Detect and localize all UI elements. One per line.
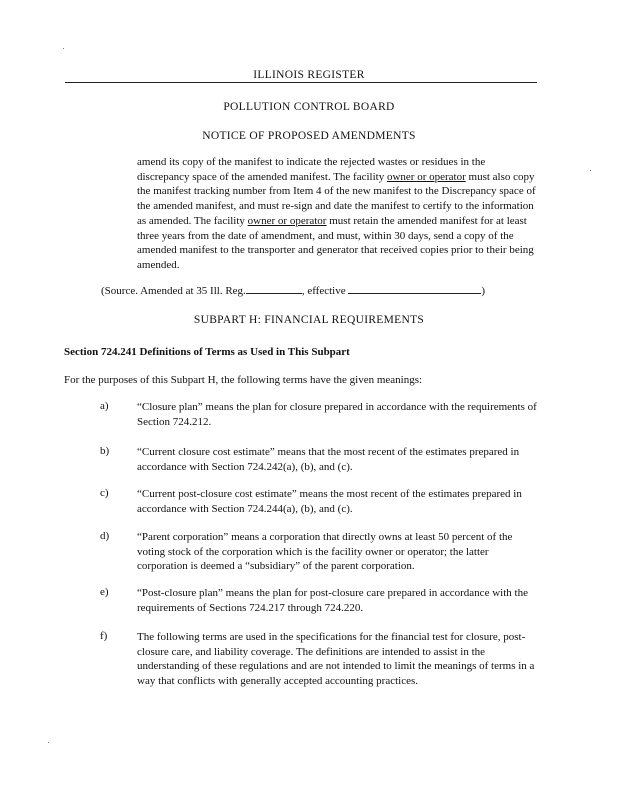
intro-text-1: amend its copy of the manifest to indicate the rejected wastes or residues in the discrepancy space of the amended manifest. The facility: [137, 156, 486, 183]
item-label: a): [100, 400, 109, 412]
scan-speck: [63, 48, 64, 49]
item-label: f): [100, 630, 108, 642]
definition-item: “Post-closure plan” means the plan for post-closure care prepared in accordance with the requirements of Sections 724.217 through 724.220.: [137, 587, 528, 614]
source-close: ): [481, 285, 486, 297]
header-rule: [65, 82, 537, 83]
definition-item: “Parent corporation” means a corporation that directly owns at least 50 percent of the voting stock of the corporation which is the facility owner or operator; the latter corporation is deemed a “subsidiary” of the parent corporation.: [137, 531, 513, 572]
item-label: d): [100, 530, 110, 542]
source-note: [101, 285, 485, 297]
item-label: b): [100, 445, 110, 457]
item-label: c): [100, 487, 109, 499]
effective-date-blank: [348, 293, 481, 294]
source-effective: , effective: [301, 285, 346, 297]
definition-item: “Current post-closure cost estimate” means the most recent of the estimates prepared in accordance with Section 724.244(a), (b), and (c).: [137, 488, 522, 515]
definition-item: “Current closure cost estimate” means that the most recent of the estimates prepared in accordance with Section 724.242(a), (b), and (c).: [137, 446, 520, 473]
scan-speck: [590, 170, 591, 171]
notice-title: NOTICE OF PROPOSED AMENDMENTS: [202, 130, 416, 142]
lead-sentence: For the purposes of this Subpart H, the following terms have the given meanings:: [64, 374, 423, 386]
intro-underlined-1: owner or operator: [386, 170, 466, 183]
scan-speck: [48, 742, 49, 743]
item-label: e): [100, 586, 109, 598]
section-heading: Section 724.241 Definitions of Terms as Used in This Subpart: [64, 346, 350, 358]
intro-text-2: must also copy the manifest tracking number from Item 4 of the new manifest to the Discrepancy space of the amended manifest, and must re-sign and date the manifest to certify to the information as amended. The facility: [137, 170, 536, 227]
register-blank: [246, 293, 302, 294]
definition-item: The following terms are used in the specifications for the financial test for closure, post-closure care, and liability coverage. The definitions are intended to assist in the understanding of these regulations and are not intended to limit the meanings of terms in a way that conflicts with generally accepted accounting practices.: [137, 631, 535, 687]
board-title: POLLUTION CONTROL BOARD: [223, 101, 395, 113]
intro-paragraph: [137, 155, 537, 273]
intro-text-3: must retain the amended manifest for at least three years from the date of amendment, and must, within 30 days, send a copy of the amended manifest to the transporter and generator that received copies prior to their being amended.: [137, 214, 534, 271]
subpart-heading: SUBPART H: FINANCIAL REQUIREMENTS: [193, 314, 425, 326]
register-title: ILLINOIS REGISTER: [253, 69, 365, 81]
intro-underlined-2: owner or operator: [247, 214, 327, 227]
source-prefix: (Source. Amended at 35 Ill. Reg.: [101, 285, 246, 297]
definition-item: “Closure plan” means the plan for closure prepared in accordance with the requirements of Section 724.212.: [137, 401, 537, 428]
